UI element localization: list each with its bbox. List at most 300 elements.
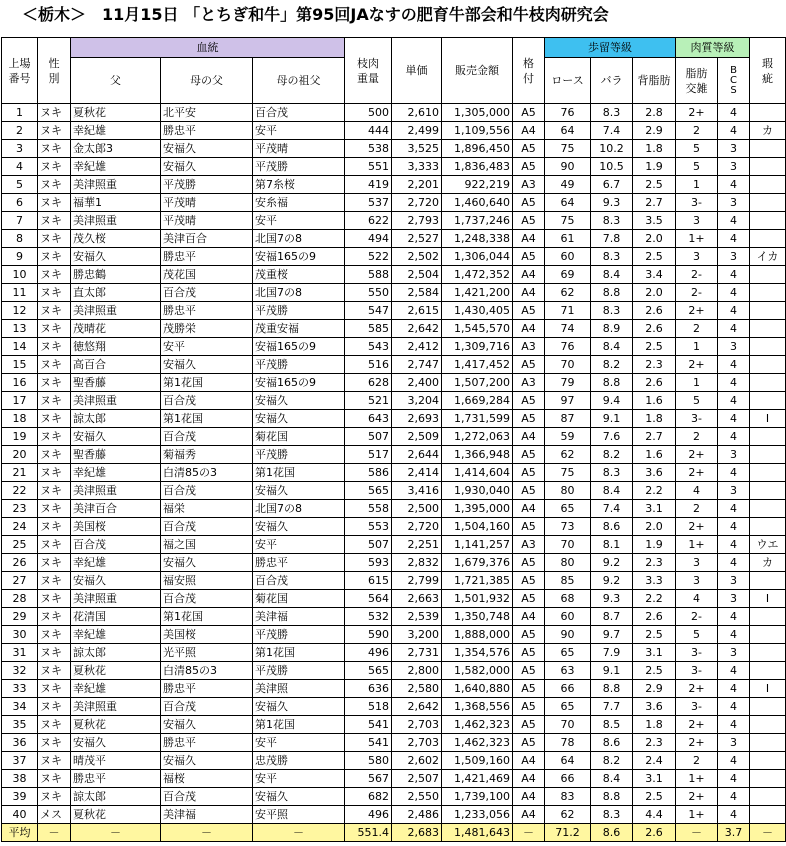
- cell-bcs: 4: [718, 284, 750, 302]
- cell-weight: 593: [345, 554, 392, 572]
- cell-father: 百合茂: [71, 536, 161, 554]
- cell-bcs: 4: [718, 752, 750, 770]
- cell-grade: A5: [513, 194, 545, 212]
- cell-total: 1,354,576: [442, 644, 513, 662]
- cell-sex: ヌキ: [38, 554, 71, 572]
- cell-father: 聖香藤: [71, 446, 161, 464]
- cell-mother-father: 平茂晴: [161, 194, 253, 212]
- cell-father: 美津照重: [71, 212, 161, 230]
- cell-grade: A5: [513, 446, 545, 464]
- cell-ban: 38: [2, 770, 38, 788]
- cell-mother-father: 第1花国: [161, 608, 253, 626]
- cell-father: 勝忠平: [71, 770, 161, 788]
- cell-father: 夏秋花: [71, 806, 161, 824]
- cell-total: 1,836,483: [442, 158, 513, 176]
- cell-marbling: 3-: [676, 194, 718, 212]
- cell-mother-father: 第1花国: [161, 410, 253, 428]
- cell-backfat: 1.8: [633, 716, 676, 734]
- cell-defect: [750, 356, 786, 374]
- cell-sex: ヌキ: [38, 464, 71, 482]
- cell-ban: 16: [2, 374, 38, 392]
- cell-ban: 10: [2, 266, 38, 284]
- cell-loin: 80: [545, 554, 591, 572]
- cell-bcs: 3: [718, 158, 750, 176]
- cell-bara: 9.1: [591, 662, 633, 680]
- cell-defect: [750, 644, 786, 662]
- cell-loin: 70: [545, 536, 591, 554]
- cell-loin: 61: [545, 230, 591, 248]
- cell-defect: [750, 320, 786, 338]
- cell-price: 2,201: [392, 176, 442, 194]
- cell-mother-father: 安福久: [161, 752, 253, 770]
- cell-marbling: 5: [676, 626, 718, 644]
- cell-ban: 6: [2, 194, 38, 212]
- cell-backfat: 2.7: [633, 428, 676, 446]
- table-row: [2, 770, 786, 788]
- cell-mother-grandfather: 美津照: [253, 680, 345, 698]
- cell-total: 1,414,604: [442, 464, 513, 482]
- table-row: [2, 572, 786, 590]
- cell-bara: 7.6: [591, 428, 633, 446]
- cell-weight: 516: [345, 356, 392, 374]
- cell-mother-grandfather: 安福165の9: [253, 248, 345, 266]
- cell-bcs: 3: [718, 590, 750, 608]
- cell-grade: A3: [513, 536, 545, 554]
- cell-mother-grandfather: 安平: [253, 212, 345, 230]
- cell-father: 安福久: [71, 428, 161, 446]
- cell-mother-grandfather: 安福久: [253, 698, 345, 716]
- cell-backfat: 2.5: [633, 662, 676, 680]
- cell-loin: 65: [545, 644, 591, 662]
- table-row: [2, 626, 786, 644]
- cell-price: 2,832: [392, 554, 442, 572]
- cell-mother-grandfather: 平茂晴: [253, 140, 345, 158]
- cell-loin: 64: [545, 122, 591, 140]
- cell-ban: 28: [2, 590, 38, 608]
- cell-sex: メス: [38, 806, 71, 824]
- cell-loin: 73: [545, 518, 591, 536]
- cell-mother-grandfather: 北国7の8: [253, 500, 345, 518]
- cell-father: 高百合: [71, 356, 161, 374]
- cell-defect: I: [750, 410, 786, 428]
- cell-total: 1,306,044: [442, 248, 513, 266]
- cell-price: 3,525: [392, 140, 442, 158]
- cell-grade: A5: [513, 212, 545, 230]
- page-title: ＜栃木＞ 11月15日 「とちぎ和牛」第95回JAなすの肥育牛部会和牛枝肉研究会: [22, 5, 609, 24]
- cell-defect: カ: [750, 122, 786, 140]
- table-row: [2, 320, 786, 338]
- table-row: [2, 410, 786, 428]
- cell-weight: 636: [345, 680, 392, 698]
- cell-bcs: 3: [718, 194, 750, 212]
- cell-mother-father: 百合茂: [161, 590, 253, 608]
- cell-backfat: 3.1: [633, 644, 676, 662]
- cell-ban: 19: [2, 428, 38, 446]
- cell-bcs: 4: [718, 554, 750, 572]
- cell-sex: ヌキ: [38, 518, 71, 536]
- cell-weight: 551: [345, 158, 392, 176]
- cell-father: 美国桜: [71, 518, 161, 536]
- cell-backfat: 1.8: [633, 140, 676, 158]
- cell-mother-father: 平茂勝: [161, 176, 253, 194]
- cell-weight: 537: [345, 194, 392, 212]
- cell-grade: A5: [513, 392, 545, 410]
- cell-mother-father: 第1花国: [161, 374, 253, 392]
- cell-mother-grandfather: 茂重安福: [253, 320, 345, 338]
- cell-sex: ヌキ: [38, 788, 71, 806]
- cell-bcs: 3: [718, 338, 750, 356]
- cell-ban: 12: [2, 302, 38, 320]
- cell-marbling: 2: [676, 122, 718, 140]
- cell-ban: 34: [2, 698, 38, 716]
- cell-ban: 39: [2, 788, 38, 806]
- cell-marbling: 5: [676, 140, 718, 158]
- cell-bcs: 3: [718, 482, 750, 500]
- cell-marbling: 3: [676, 212, 718, 230]
- cell-defect: [750, 104, 786, 122]
- cell-loin: 90: [545, 158, 591, 176]
- table-row: [2, 392, 786, 410]
- table-row: [2, 680, 786, 698]
- cell-mother-father: 白清85の3: [161, 464, 253, 482]
- cell-mother-father: 勝忠平: [161, 248, 253, 266]
- table-body: [2, 104, 786, 842]
- cell-defect: [750, 662, 786, 680]
- cell-bara: 8.4: [591, 266, 633, 284]
- cell-marbling: 2+: [676, 680, 718, 698]
- cell-bara: 8.4: [591, 770, 633, 788]
- cell-total: 1,141,257: [442, 536, 513, 554]
- cell-bcs: 4: [718, 266, 750, 284]
- cell-total: 1,545,570: [442, 320, 513, 338]
- cell-marbling: 2: [676, 500, 718, 518]
- cell-total: 1,509,160: [442, 752, 513, 770]
- cell-price: 2,602: [392, 752, 442, 770]
- cell-defect: [750, 140, 786, 158]
- cell-loin: 49: [545, 176, 591, 194]
- cell-father: 勝忠鶴: [71, 266, 161, 284]
- cell-mother-grandfather: 安平: [253, 734, 345, 752]
- cell-backfat: 2.3: [633, 356, 676, 374]
- cell-backfat: 2.6: [633, 302, 676, 320]
- cell-defect: I: [750, 680, 786, 698]
- cell-father: 幸紀雄: [71, 680, 161, 698]
- cell-weight: 541: [345, 716, 392, 734]
- table-row: [2, 536, 786, 554]
- cell-mother-father: 安福久: [161, 716, 253, 734]
- cell-weight: 517: [345, 446, 392, 464]
- cell-weight: 643: [345, 410, 392, 428]
- cell-price: 3,333: [392, 158, 442, 176]
- cell-grade: A4: [513, 788, 545, 806]
- table-header: [2, 38, 786, 104]
- cell-defect: [750, 428, 786, 446]
- cell-loin: 65: [545, 698, 591, 716]
- cell-father: 花清国: [71, 608, 161, 626]
- cell-mother-grandfather: 安平照: [253, 806, 345, 824]
- cell-grade: A5: [513, 572, 545, 590]
- cell-weight: 521: [345, 392, 392, 410]
- cell-bcs: 3: [718, 644, 750, 662]
- cell-grade: A5: [513, 680, 545, 698]
- cell-bara: 8.3: [591, 212, 633, 230]
- cell-defect: I: [750, 590, 786, 608]
- cell-mother-father: 福栄: [161, 500, 253, 518]
- col-header-mother-grandfather: 母の祖父: [253, 58, 345, 104]
- table-row: [2, 500, 786, 518]
- cell-father: 美津照重: [71, 176, 161, 194]
- cell-defect: [750, 806, 786, 824]
- cell-mother-grandfather: 平茂勝: [253, 302, 345, 320]
- table-row: [2, 176, 786, 194]
- cell-mother-father: 光平照: [161, 644, 253, 662]
- cell-bcs: 4: [718, 410, 750, 428]
- cell-ban: 11: [2, 284, 38, 302]
- cell-mother-father: 百合茂: [161, 428, 253, 446]
- cell-marbling: 3: [676, 248, 718, 266]
- cell-bara: 8.8: [591, 374, 633, 392]
- cell-mother-father: 百合茂: [161, 698, 253, 716]
- cell-grade: A5: [513, 698, 545, 716]
- cell-sex: ヌキ: [38, 680, 71, 698]
- cell-total: 1,731,599: [442, 410, 513, 428]
- cell-sex: ヌキ: [38, 716, 71, 734]
- cell-mother-grandfather: 安平: [253, 770, 345, 788]
- cell-price: 2,486: [392, 806, 442, 824]
- cell-father: 夏秋花: [71, 104, 161, 122]
- table-row: [2, 788, 786, 806]
- cell-sex: ヌキ: [38, 158, 71, 176]
- cell-bcs: 3: [718, 572, 750, 590]
- cell-father: 安福久: [71, 734, 161, 752]
- cell-father: 金太郎3: [71, 140, 161, 158]
- cell-weight: 682: [345, 788, 392, 806]
- cell-weight: 564: [345, 590, 392, 608]
- cell-defect: [750, 176, 786, 194]
- cell-backfat: 2.0: [633, 518, 676, 536]
- cell-bara: 9.2: [591, 572, 633, 590]
- table-row: [2, 230, 786, 248]
- cell-bcs: 4: [718, 788, 750, 806]
- cell-price: 2,610: [392, 104, 442, 122]
- col-header-bara: バラ: [591, 58, 633, 104]
- cell-defect: [750, 608, 786, 626]
- cell-mother-father: 百合茂: [161, 284, 253, 302]
- cell-total: 1,309,716: [442, 338, 513, 356]
- cell-defect: [750, 734, 786, 752]
- table-row: [2, 356, 786, 374]
- cell-ban: 8: [2, 230, 38, 248]
- table-row: [2, 140, 786, 158]
- cell-mother-grandfather: 忠茂勝: [253, 752, 345, 770]
- cell-marbling: 2: [676, 428, 718, 446]
- average-row: [2, 824, 786, 842]
- cell-weight: 628: [345, 374, 392, 392]
- cell-loin: 65: [545, 500, 591, 518]
- cell-loin: 90: [545, 626, 591, 644]
- cell-marbling: 2+: [676, 716, 718, 734]
- cell-total: 1,721,385: [442, 572, 513, 590]
- cell-marbling: 2+: [676, 446, 718, 464]
- cell-father: 幸紀雄: [71, 464, 161, 482]
- cell-defect: [750, 230, 786, 248]
- cell-marbling: 5: [676, 392, 718, 410]
- avg-cell-ban: 平均: [2, 824, 38, 842]
- cell-mother-father: 美津福: [161, 806, 253, 824]
- cell-father: 茂久桜: [71, 230, 161, 248]
- cell-loin: 75: [545, 212, 591, 230]
- cell-mother-grandfather: 百合茂: [253, 572, 345, 590]
- cell-grade: A4: [513, 230, 545, 248]
- cell-total: 1,305,000: [442, 104, 513, 122]
- table-row: [2, 554, 786, 572]
- cell-weight: 532: [345, 608, 392, 626]
- cell-backfat: 3.6: [633, 698, 676, 716]
- cell-bara: 8.4: [591, 338, 633, 356]
- cell-loin: 70: [545, 356, 591, 374]
- table-row: [2, 608, 786, 626]
- cell-bara: 8.2: [591, 752, 633, 770]
- cell-price: 2,550: [392, 788, 442, 806]
- cell-defect: イカ: [750, 248, 786, 266]
- cell-mother-grandfather: 北国7の8: [253, 284, 345, 302]
- cell-total: 1,421,200: [442, 284, 513, 302]
- cell-bara: 8.3: [591, 104, 633, 122]
- table-row: [2, 482, 786, 500]
- cell-father: 安福久: [71, 572, 161, 590]
- cell-weight: 518: [345, 698, 392, 716]
- cell-sex: ヌキ: [38, 428, 71, 446]
- col-header-loin: ロース: [545, 58, 591, 104]
- cell-total: 1,739,100: [442, 788, 513, 806]
- cell-total: 1,368,556: [442, 698, 513, 716]
- cell-bara: 9.3: [591, 590, 633, 608]
- cell-grade: A5: [513, 104, 545, 122]
- cell-loin: 75: [545, 464, 591, 482]
- cell-ban: 22: [2, 482, 38, 500]
- col-header-defect: 瑕 疵: [750, 38, 786, 104]
- col-group-bloodline: 血統: [71, 38, 345, 58]
- cell-loin: 59: [545, 428, 591, 446]
- cell-mother-grandfather: 平茂勝: [253, 356, 345, 374]
- cell-ban: 13: [2, 320, 38, 338]
- cell-marbling: 1+: [676, 770, 718, 788]
- cell-defect: [750, 626, 786, 644]
- cell-defect: [750, 284, 786, 302]
- avg-cell-father: －: [71, 824, 161, 842]
- cell-defect: [750, 446, 786, 464]
- cell-mother-father: 勝忠平: [161, 680, 253, 698]
- cell-defect: [750, 392, 786, 410]
- cell-backfat: 2.8: [633, 104, 676, 122]
- cell-grade: A3: [513, 338, 545, 356]
- cell-price: 2,500: [392, 500, 442, 518]
- avg-cell-backfat: 2.6: [633, 824, 676, 842]
- cell-loin: 80: [545, 482, 591, 500]
- cell-loin: 69: [545, 266, 591, 284]
- table-row: [2, 716, 786, 734]
- table-row: [2, 122, 786, 140]
- cell-grade: A3: [513, 176, 545, 194]
- cell-sex: ヌキ: [38, 194, 71, 212]
- cell-bcs: 4: [718, 176, 750, 194]
- cell-loin: 75: [545, 140, 591, 158]
- cell-bcs: 3: [718, 248, 750, 266]
- cell-loin: 71: [545, 302, 591, 320]
- col-header-total: 販売金額: [442, 38, 513, 104]
- cell-ban: 31: [2, 644, 38, 662]
- cell-father: 聖香藤: [71, 374, 161, 392]
- cell-mother-grandfather: 第1花国: [253, 464, 345, 482]
- col-header-ban: 上場 番号: [2, 38, 38, 104]
- cell-total: 1,669,284: [442, 392, 513, 410]
- cell-price: 2,731: [392, 644, 442, 662]
- cell-defect: [750, 374, 786, 392]
- cell-defect: [750, 302, 786, 320]
- cell-backfat: 2.4: [633, 752, 676, 770]
- cell-marbling: 2: [676, 320, 718, 338]
- cell-weight: 444: [345, 122, 392, 140]
- cell-weight: 496: [345, 644, 392, 662]
- cell-ban: 9: [2, 248, 38, 266]
- cell-bara: 7.8: [591, 230, 633, 248]
- cell-mother-grandfather: 百合茂: [253, 104, 345, 122]
- cell-grade: A4: [513, 608, 545, 626]
- cell-weight: 622: [345, 212, 392, 230]
- avg-cell-grade: －: [513, 824, 545, 842]
- cell-father: 夏秋花: [71, 662, 161, 680]
- cell-mother-father: 福桜: [161, 770, 253, 788]
- cell-total: 1,472,352: [442, 266, 513, 284]
- cell-sex: ヌキ: [38, 338, 71, 356]
- cell-total: 1,679,376: [442, 554, 513, 572]
- cell-mother-grandfather: 安糸福: [253, 194, 345, 212]
- cell-bcs: 3: [718, 446, 750, 464]
- cell-grade: A4: [513, 500, 545, 518]
- cell-grade: A5: [513, 734, 545, 752]
- cell-sex: ヌキ: [38, 176, 71, 194]
- cell-price: 2,527: [392, 230, 442, 248]
- cell-ban: 26: [2, 554, 38, 572]
- cell-sex: ヌキ: [38, 320, 71, 338]
- cell-grade: A4: [513, 284, 545, 302]
- cell-bara: 8.8: [591, 788, 633, 806]
- cell-mother-father: 安福久: [161, 140, 253, 158]
- cell-price: 2,584: [392, 284, 442, 302]
- cell-grade: A5: [513, 140, 545, 158]
- cell-ban: 23: [2, 500, 38, 518]
- col-group-yield: 歩留等級: [545, 38, 676, 58]
- cell-marbling: 2+: [676, 356, 718, 374]
- cell-price: 3,416: [392, 482, 442, 500]
- avg-cell-defect: －: [750, 824, 786, 842]
- cell-total: 1,896,450: [442, 140, 513, 158]
- cell-backfat: 2.9: [633, 122, 676, 140]
- cell-father: 幸紀雄: [71, 554, 161, 572]
- cell-bcs: 4: [718, 428, 750, 446]
- cell-backfat: 2.3: [633, 734, 676, 752]
- cell-price: 2,693: [392, 410, 442, 428]
- cell-price: 2,504: [392, 266, 442, 284]
- cell-mother-grandfather: 平茂勝: [253, 446, 345, 464]
- cell-ban: 30: [2, 626, 38, 644]
- cell-marbling: 3-: [676, 644, 718, 662]
- cell-weight: 567: [345, 770, 392, 788]
- cell-mother-father: 百合茂: [161, 788, 253, 806]
- cell-ban: 24: [2, 518, 38, 536]
- cell-father: 諒太郎: [71, 788, 161, 806]
- cell-marbling: 2+: [676, 104, 718, 122]
